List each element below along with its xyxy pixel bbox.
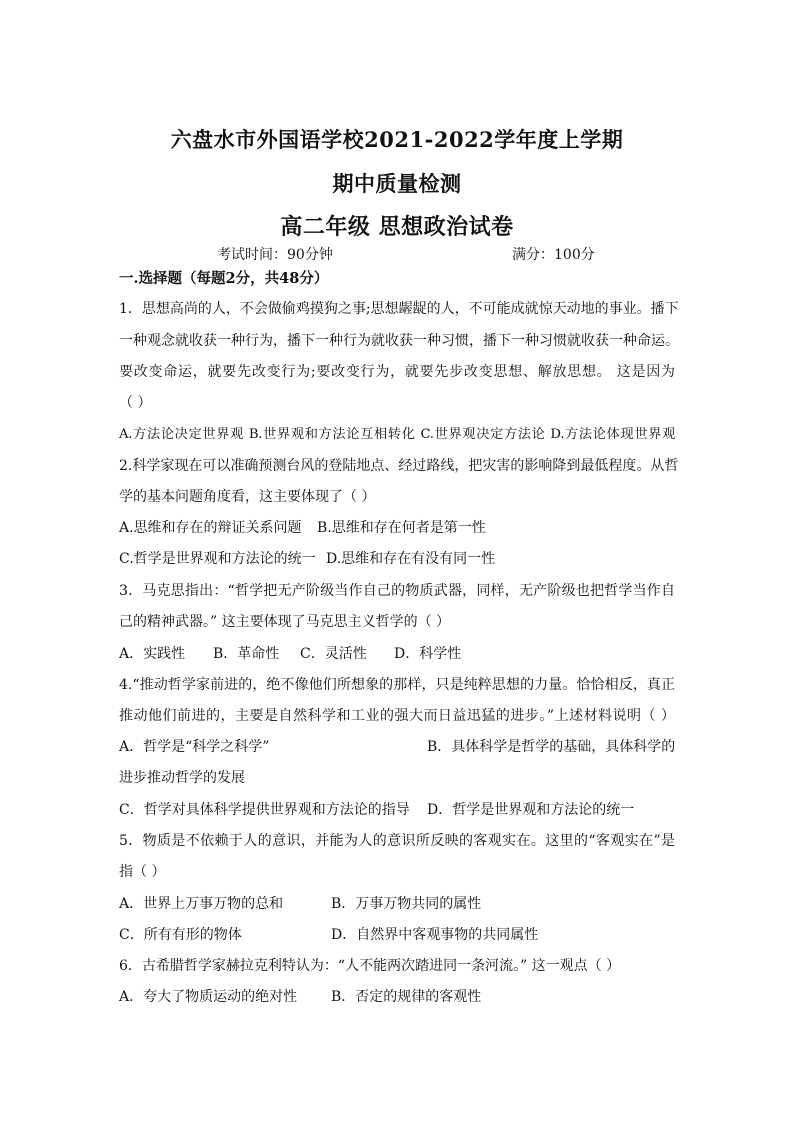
question-4-line-1: 4.“推动哲学家前进的，绝不像他们所想象的那样，只是纯粹思想的力量。恰恰相反，真正: [119, 677, 675, 693]
question-3-option-b: B．革命性: [213, 646, 280, 662]
question-5-line-1: 5．物质是不依赖于人的意识，并能为人的意识所反映的客观实在。这里的“客观实在”是: [119, 833, 675, 849]
question-1-line-1: 1．思想高尚的人，不会做偷鸡摸狗之事;思想龌龊的人，不可能成就惊天动地的事业。播下: [119, 301, 679, 317]
question-3-option-a: A．实践性: [119, 646, 186, 662]
question-1-line-2: 一种观念就收获一种行为，播下一种行为就收获一种习惯，播下一种习惯就收获一种命运。: [119, 333, 679, 349]
question-4-option-b: B．具体科学是哲学的基础，具体科学的: [427, 739, 676, 755]
question-3-line-1: 3．马克思指出：“哲学把无产阶级当作自己的物质武器，同样，无产阶级也把哲学当作自: [119, 583, 675, 599]
school-title: 六盘水市外国语学校2021-2022学年度上学期: [170, 127, 624, 152]
question-6-option-b: B．否定的规律的客观性: [331, 989, 482, 1005]
question-1-line-3: 要改变命运，就要先改变行为;要改变行为，就要先步改变思想、解放思想。 这是因为: [119, 364, 675, 380]
question-6-option-a: A．夸大了物质运动的绝对性: [119, 989, 298, 1005]
question-4-option-a: A．哲学是“科学之科学”: [119, 739, 270, 755]
question-3-option-d: D．科学性: [394, 646, 462, 662]
question-5-option-d: D．自然界中客观事物的共同属性: [331, 927, 539, 943]
subject-title: 高二年级 思想政治试卷: [280, 214, 514, 240]
section-heading: 一.选择题（每题2分，共48分）: [119, 270, 329, 287]
question-3-line-2: 己的精神武器。” 这主要体现了马克思主义哲学的（ ）: [119, 614, 451, 630]
question-4-option-d: D．哲学是世界观和方法论的统一: [427, 802, 635, 818]
full-score: 满分：100分: [512, 247, 595, 263]
question-2-option-a: A.思维和存在的辩证关系问题: [119, 520, 302, 536]
question-5-option-c: C．所有有形的物体: [119, 927, 242, 943]
question-4-option-b-continued: 进步推动哲学的发展: [119, 770, 245, 786]
question-5-option-b: B．万事万物共同的属性: [331, 896, 482, 912]
question-2-option-b: B.思维和存在何者是第一性: [317, 520, 486, 536]
question-2-option-c: C.哲学是世界观和方法论的统一: [119, 551, 316, 567]
question-1-options: A.方法论决定世界观 B.世界观和方法论互相转化 C.世界观决定方法论 D.方法论体现世界观: [119, 427, 675, 442]
question-6-line-1: 6．古希腊哲学家赫拉克利特认为：“人不能两次踏进同一条河流。” 这一观点（ ）: [119, 958, 621, 974]
exam-time: 考试时间：90分钟: [217, 247, 333, 263]
question-5-option-a: A．世界上万事万物的总和: [119, 896, 284, 912]
question-5-line-2: 指（ ）: [119, 864, 166, 880]
question-4-line-2: 推动他们前进的，主要是自然科学和工业的强大而日益迅猛的进步。”上述材料说明（ ）: [119, 708, 675, 724]
question-2-line-2: 学的基本问题角度看，这主要体现了（ ）: [119, 489, 376, 505]
question-2-option-d: D.思维和存在有没有同一性: [326, 551, 496, 567]
question-4-option-c: C．哲学对具体科学提供世界观和方法论的指导: [119, 802, 410, 818]
question-3-option-c: C．灵活性: [300, 646, 367, 662]
exam-name: 期中质量检测: [332, 171, 462, 196]
question-1-line-4: （ ）: [119, 395, 152, 411]
question-2-line-1: 2.科学家现在可以准确预测台风的登陆地点、经过路线，把灾害的影响降到最低程度。从哲: [119, 458, 679, 474]
